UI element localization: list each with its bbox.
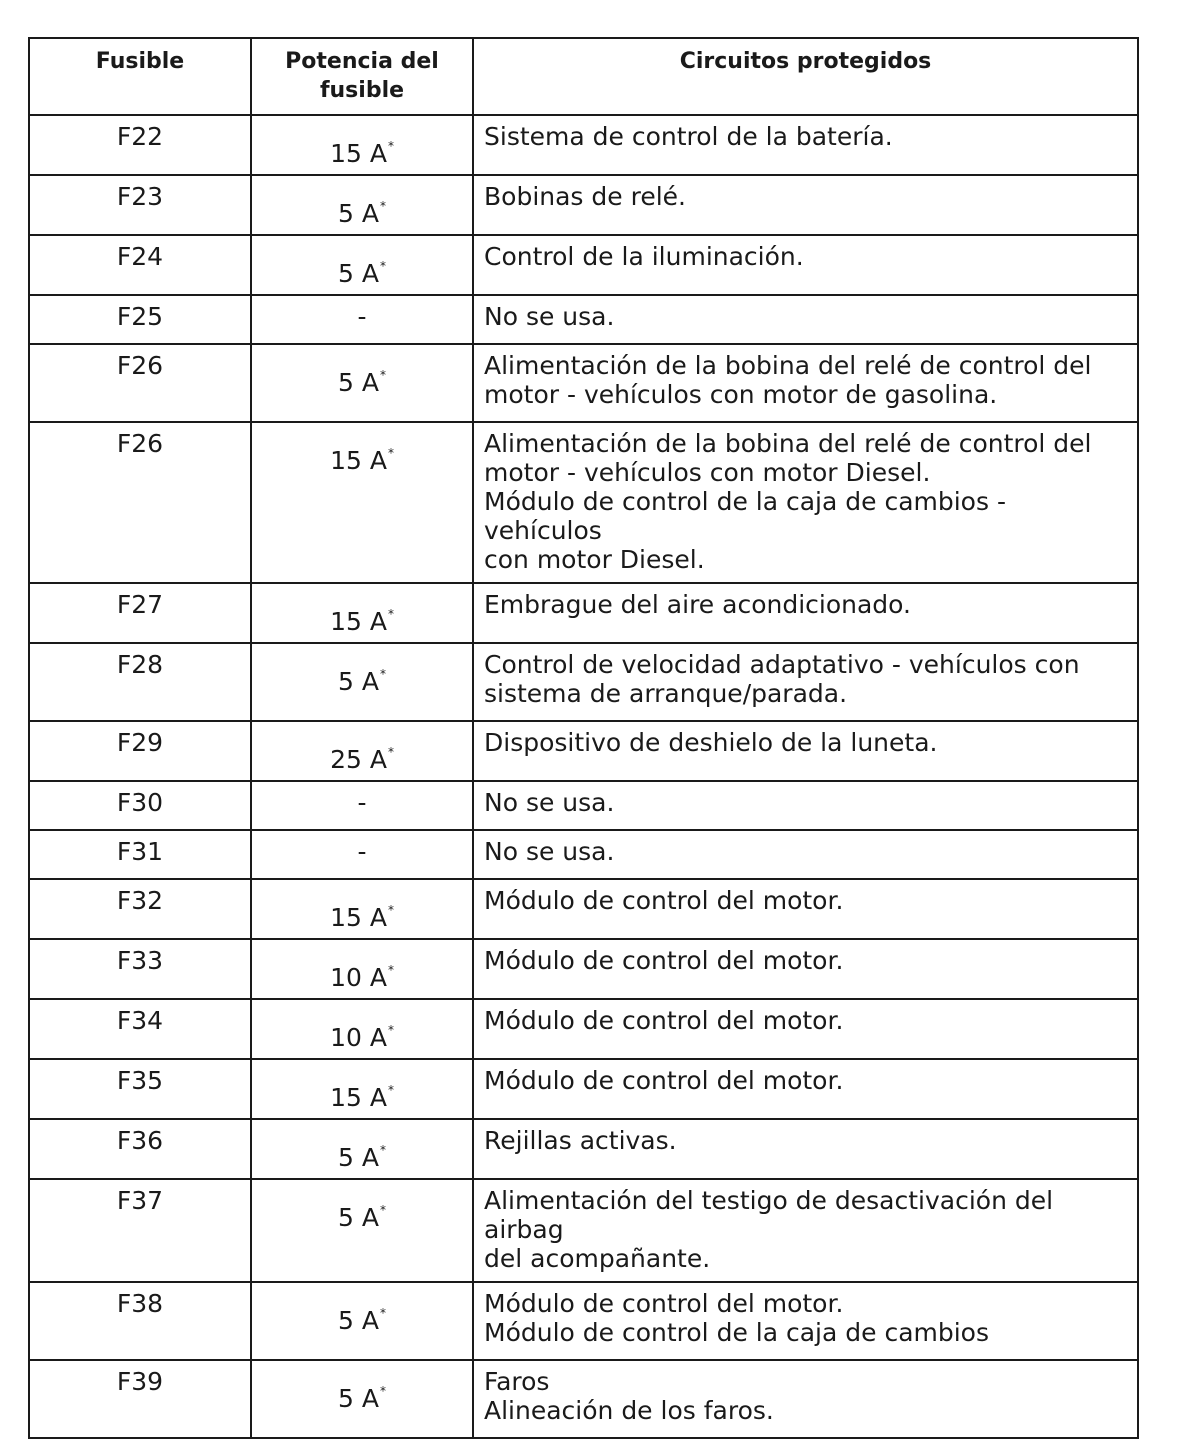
fuse-rating: 10 A — [330, 1023, 387, 1052]
footnote-marker: * — [379, 368, 386, 382]
footnote-marker: * — [387, 1083, 394, 1097]
fuse-rating-cell — [251, 830, 473, 879]
fuse-rating: 25 A — [330, 745, 387, 774]
fuse-rating-cell — [251, 115, 473, 175]
protected-circuits — [473, 175, 1138, 235]
circuit-line: Sistema de control de la batería. — [484, 122, 893, 151]
fuse-id: F28 — [29, 643, 251, 721]
circuit-line: Faros — [484, 1367, 550, 1396]
protected-circuits — [473, 422, 1138, 583]
protected-circuits — [473, 1119, 1138, 1179]
fuse-rating: - — [357, 837, 367, 866]
circuit-line: Alimentación de la bobina del relé de control del — [484, 429, 1092, 458]
fuse-id: F35 — [29, 1059, 251, 1119]
table-row — [29, 721, 1138, 781]
footnote-marker: * — [387, 139, 394, 153]
fuse-rating: 15 A — [330, 1083, 387, 1112]
fuse-id: F23 — [29, 175, 251, 235]
table-row — [29, 1282, 1138, 1360]
fuse-rating-cell — [251, 781, 473, 830]
fuse-id: F27 — [29, 583, 251, 643]
circuit-line: Módulo de control del motor. — [484, 886, 844, 915]
fuse-id: F22 — [29, 115, 251, 175]
fuse-rating: 5 A — [338, 199, 379, 228]
circuit-line: Módulo de control de la caja de cambios — [484, 1318, 990, 1347]
circuit-line: Dispositivo de deshielo de la luneta. — [484, 728, 938, 757]
circuit-line: motor - vehículos con motor de gasolina. — [484, 380, 998, 409]
circuit-line: motor - vehículos con motor Diesel. — [484, 458, 931, 487]
fuse-id: F36 — [29, 1119, 251, 1179]
fuse-rating-cell — [251, 583, 473, 643]
circuit-line: con motor Diesel. — [484, 545, 705, 574]
header-rating: Potencia del fusible — [251, 38, 473, 115]
table-row — [29, 781, 1138, 830]
fuse-rating: 5 A — [338, 259, 379, 288]
table-row — [29, 175, 1138, 235]
protected-circuits — [473, 583, 1138, 643]
fuse-id: F26 — [29, 344, 251, 422]
footnote-marker: * — [387, 903, 394, 917]
fuse-id: F39 — [29, 1360, 251, 1438]
fuse-rating: 15 A — [330, 446, 387, 475]
table-row — [29, 999, 1138, 1059]
table-row — [29, 643, 1138, 721]
table-row — [29, 115, 1138, 175]
fuse-rating-cell — [251, 939, 473, 999]
fuse-rating-cell — [251, 1059, 473, 1119]
fuse-id: F34 — [29, 999, 251, 1059]
table-row — [29, 583, 1138, 643]
fuse-table — [28, 37, 1139, 1439]
protected-circuits — [473, 999, 1138, 1059]
circuit-line: Bobinas de relé. — [484, 182, 686, 211]
protected-circuits — [473, 643, 1138, 721]
protected-circuits — [473, 1179, 1138, 1282]
protected-circuits — [473, 879, 1138, 939]
fuse-rating-cell — [251, 721, 473, 781]
protected-circuits — [473, 295, 1138, 344]
circuit-line: del acompañante. — [484, 1244, 711, 1273]
circuit-line: Control de velocidad adaptativo - vehículos con — [484, 650, 1080, 679]
fuse-rating-cell — [251, 1179, 473, 1282]
circuit-line: sistema de arranque/parada. — [484, 679, 848, 708]
fuse-rating: 5 A — [338, 1203, 379, 1232]
protected-circuits — [473, 781, 1138, 830]
fuse-rating-cell — [251, 643, 473, 721]
fuse-rating: - — [357, 302, 367, 331]
fuse-rating-cell — [251, 422, 473, 583]
footnote-marker: * — [387, 745, 394, 759]
fuse-rating: 15 A — [330, 903, 387, 932]
footnote-marker: * — [379, 667, 386, 681]
protected-circuits — [473, 1282, 1138, 1360]
fuse-rating-cell — [251, 1360, 473, 1438]
protected-circuits — [473, 235, 1138, 295]
fuse-id: F25 — [29, 295, 251, 344]
header-circuits: Circuitos protegidos — [473, 38, 1138, 115]
circuit-line: Alimentación del testigo de desactivación del airbag — [484, 1186, 1054, 1244]
footnote-marker: * — [387, 1023, 394, 1037]
footnote-marker: * — [387, 607, 394, 621]
table-body — [29, 115, 1138, 1438]
fuse-rating-cell — [251, 1119, 473, 1179]
protected-circuits — [473, 344, 1138, 422]
fuse-rating-cell — [251, 344, 473, 422]
protected-circuits — [473, 1360, 1138, 1438]
table-row — [29, 1179, 1138, 1282]
fuse-rating: 15 A — [330, 139, 387, 168]
fuse-id: F38 — [29, 1282, 251, 1360]
table-row — [29, 1360, 1138, 1438]
fuse-id: F24 — [29, 235, 251, 295]
fuse-rating: 5 A — [338, 1306, 379, 1335]
fuse-id: F37 — [29, 1179, 251, 1282]
fuse-id: F31 — [29, 830, 251, 879]
protected-circuits — [473, 939, 1138, 999]
header-row — [29, 38, 1138, 115]
protected-circuits — [473, 830, 1138, 879]
circuit-line: Módulo de control del motor. — [484, 1066, 844, 1095]
fuse-id: F30 — [29, 781, 251, 830]
fuse-rating-cell — [251, 175, 473, 235]
fuse-rating: 5 A — [338, 1143, 379, 1172]
circuit-line: Rejillas activas. — [484, 1126, 677, 1155]
fuse-rating-cell — [251, 1282, 473, 1360]
footnote-marker: * — [387, 963, 394, 977]
table-row — [29, 830, 1138, 879]
circuit-line: Módulo de control del motor. — [484, 946, 844, 975]
fuse-rating: 5 A — [338, 667, 379, 696]
footnote-marker: * — [379, 1384, 386, 1398]
circuit-line: Control de la iluminación. — [484, 242, 804, 271]
fuse-rating-cell — [251, 999, 473, 1059]
footnote-marker: * — [387, 446, 394, 460]
fuse-id: F26 — [29, 422, 251, 583]
footnote-marker: * — [379, 199, 386, 213]
circuit-line: Alimentación de la bobina del relé de control del — [484, 351, 1092, 380]
footnote-marker: * — [379, 1203, 386, 1217]
fuse-id: F29 — [29, 721, 251, 781]
footnote-marker: * — [379, 259, 386, 273]
table-row — [29, 235, 1138, 295]
fuse-rating-cell — [251, 235, 473, 295]
circuit-line: Módulo de control del motor. — [484, 1289, 844, 1318]
fuse-rating: 15 A — [330, 607, 387, 636]
table-row — [29, 939, 1138, 999]
table-row — [29, 295, 1138, 344]
table-row — [29, 1119, 1138, 1179]
footnote-marker: * — [379, 1306, 386, 1320]
protected-circuits — [473, 721, 1138, 781]
header-fuse: Fusible — [29, 38, 251, 115]
table-row — [29, 879, 1138, 939]
circuit-line: No se usa. — [484, 302, 615, 331]
table-row — [29, 344, 1138, 422]
circuit-line: Módulo de control del motor. — [484, 1006, 844, 1035]
protected-circuits — [473, 115, 1138, 175]
table-row — [29, 1059, 1138, 1119]
fuse-rating: 10 A — [330, 963, 387, 992]
circuit-line: Alineación de los faros. — [484, 1396, 774, 1425]
fuse-rating: 5 A — [338, 368, 379, 397]
circuit-line: Embrague del aire acondicionado. — [484, 590, 911, 619]
fuse-rating-cell — [251, 879, 473, 939]
circuit-line: No se usa. — [484, 788, 615, 817]
fuse-rating: 5 A — [338, 1384, 379, 1413]
fuse-id: F32 — [29, 879, 251, 939]
protected-circuits — [473, 1059, 1138, 1119]
fuse-rating: - — [357, 788, 367, 817]
fuse-id: F33 — [29, 939, 251, 999]
table-row — [29, 422, 1138, 583]
footnote-marker: * — [379, 1143, 386, 1157]
circuit-line: No se usa. — [484, 837, 615, 866]
fuse-rating-cell — [251, 295, 473, 344]
circuit-line: Módulo de control de la caja de cambios - vehículos — [484, 487, 1006, 545]
